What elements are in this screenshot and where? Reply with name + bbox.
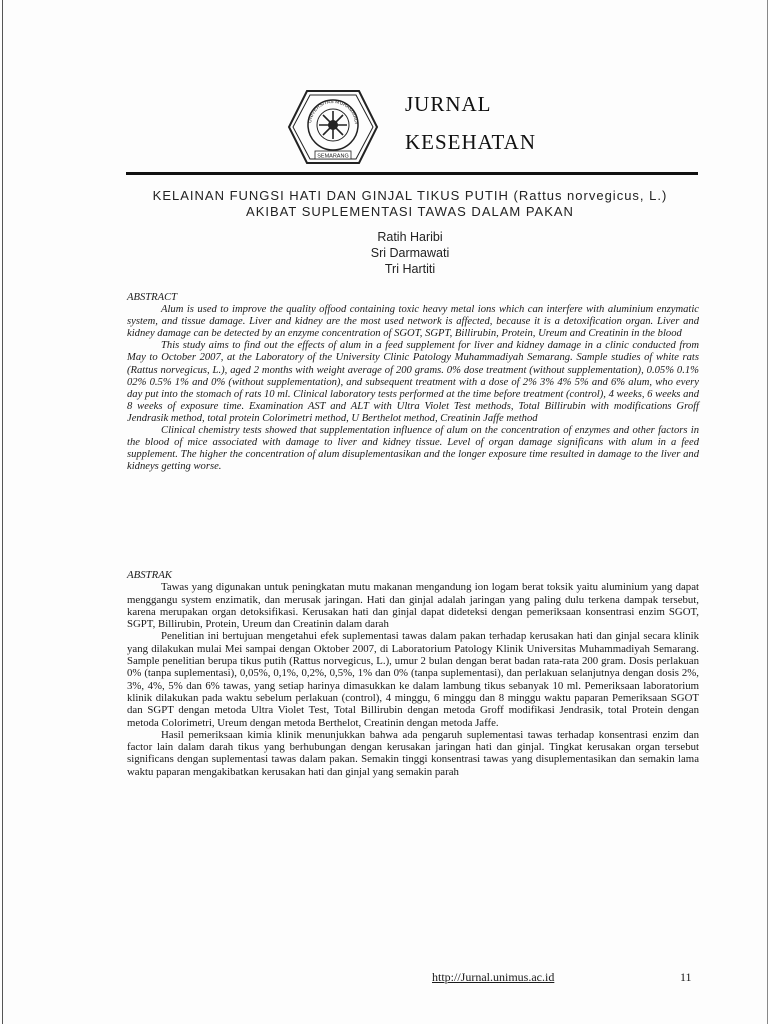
author-1: Ratih Haribi [377,230,443,244]
journal-title-line1: JURNAL [405,92,492,116]
abstract-paragraph-3: Clinical chemistry tests showed that supplementation influence of alum on the concentration of enzymes and other factors in the blood of mice associated with damage to liver and kidney tissue. Level of organ damage significans with alum in a feed supplement. The higher the concentration of alum disuplementasikan and the longer exposure time resulted in damage to the liver and kidneys getting worse. [127,425,699,473]
logo-text-top: UNIVERSITAS MUHAMMADI [307,98,359,125]
abstract-paragraph-1: Alum is used to improve the quality offood containing toxic heavy metal ions which can interfere with aluminium enzymatic system, and tissue damage. Liver and kidney are the most used network is affected, because it is a detoxification organ. Liver and kidney damage can be detected by an enzyme concentration of SGOT, SGPT, Billirubin, Protein, Ureum and Creatinin in the blood [127,304,699,340]
paper-title-line2: AKIBAT SUPLEMENTASI TAWAS DALAM PAKAN [246,204,574,219]
abstrak-paragraph-1: Tawas yang digunakan untuk peningkatan mutu makanan mengandung ion logam berat toksik yaitu aluminium yang dapat menggangu system enzimatik, dan merusak jaringan. Hati dan ginjal adalah jaringan yang paling dulu terkena dampak tersebut, karena merupakan organ detoksifikasi. Kerusakan hati dan ginjal dapat dideteksi dengan pemeriksaan konsentrasi enzim SGOT, SGPT, Billirubin, Protein, Ureum dan Creatinin dalam darah [127,581,699,631]
abstrak-paragraph-3: Hasil pemeriksaan kimia klinik menunjukkan bahwa ada pengaruh suplementasi tawas terhadap konsentrasi enzim dan factor lain dalam darah tikus yang berhubungan dengan kerusakan jaringan hati dan ginjal. Tingkat kerusakan organ tersebut significans dengan suplementasi tawas dalam pakan. Semakin tinggi konsentrasi tawas yang disuplementasikan dan semakin lama waktu paparan mengakibatkan kerusakan hati dan ginjal yang semakin parah [127,728,699,778]
page-frame [2,0,768,1024]
abstrak-heading: ABSTRAK [127,569,172,581]
author-3: Tri Hartiti [384,262,436,276]
abstract-heading: ABSTRACT [127,292,178,303]
abstrak-paragraph-2: Penelitian ini bertujuan mengetahui efek suplementasi tawas dalam pakan terhadap kerusakan hati dan ginjal secara klinik yang dilakukan mulai Mei sampai dengan Oktober 2007, di Laboratorium Patology Klinik Universitas Muhammadiyah Semarang. Sample penelitian berupa tikus putih (Rattus norvegicus, L.), umur 2 bulan dengan berat badan rata-rata 200 gram. Dosis perlakuan 0% (tanpa suplementasi), 0,05%, 0,1%, 0,2%, 0,5%, 1% dan 0% (tanpa suplementasi), dan perlakuan selanjutnya dengan dosis 2%, 3%, 4%, 5% dan 6% tawas, yang setiap harinya dimasukkan ke dalam lambung tikus sebanyak 10 ml. Pemeriksaan laboratorium klinik dilakukan pada waktu sebelum perlakuan (control), 4 minggu, 6 minggu dan 8 minggu waktu paparan Pemeriksaan SGOT dan SGPT dengan metoda Ultra Violet Test, Total Billirubin dengan metoda Groff modifikasi Jendrasik, total Protein dengan metoda Colorimetri, Ureum dengan metoda Berthelot, Creatinin dengan metoda Jaffe. [127,630,699,729]
journal-title-line2: KESEHATAN [405,130,536,154]
journal-url-link[interactable]: http://Jurnal.unimus.ac.id [432,970,555,984]
abstract-indonesian [127,569,699,778]
author-2: Sri Darmawati [370,246,450,260]
abstract-english [127,292,699,473]
header-rule [126,172,698,175]
logo-text-bottom: SEMARANG [317,153,349,160]
page-number: 11 [680,970,692,984]
abstract-paragraph-2: This study aims to find out the effects of alum in a feed supplement for liver and kidney damage in a clinic conducted from May to October 2007, at the Laboratory of the University Clinic Patology Muhammadiyah Semarang. Sample studies of white rats (Rattus norvegicus, L.), aged 2 months with weight average of 200 grams. 0% dose treatment (without supplementation), 0.05% 0.1% 02% 0.5% 1% and 0% (without supplementation), and subsequent treatment with a dose of 2% 3% 4% 5% and 6% alum, who every day put into the stomach of rats 10 ml. Clinical laboratory tests performed at the time before treatment (control), 4 weeks, 6 weeks and 8 weeks of exposure time. Examination AST and ALT with Ultra Violet Test methods, Total Billirubin with modifications Groff Jendrasik method, total protein Colorimetri method, U Berthelot method, Creatinin Jaffe method [127,340,699,424]
paper-title-line1: KELAINAN FUNGSI HATI DAN GINJAL TIKUS PUTIH (Rattus norvegicus, L.) [152,188,668,203]
university-logo [287,89,379,165]
